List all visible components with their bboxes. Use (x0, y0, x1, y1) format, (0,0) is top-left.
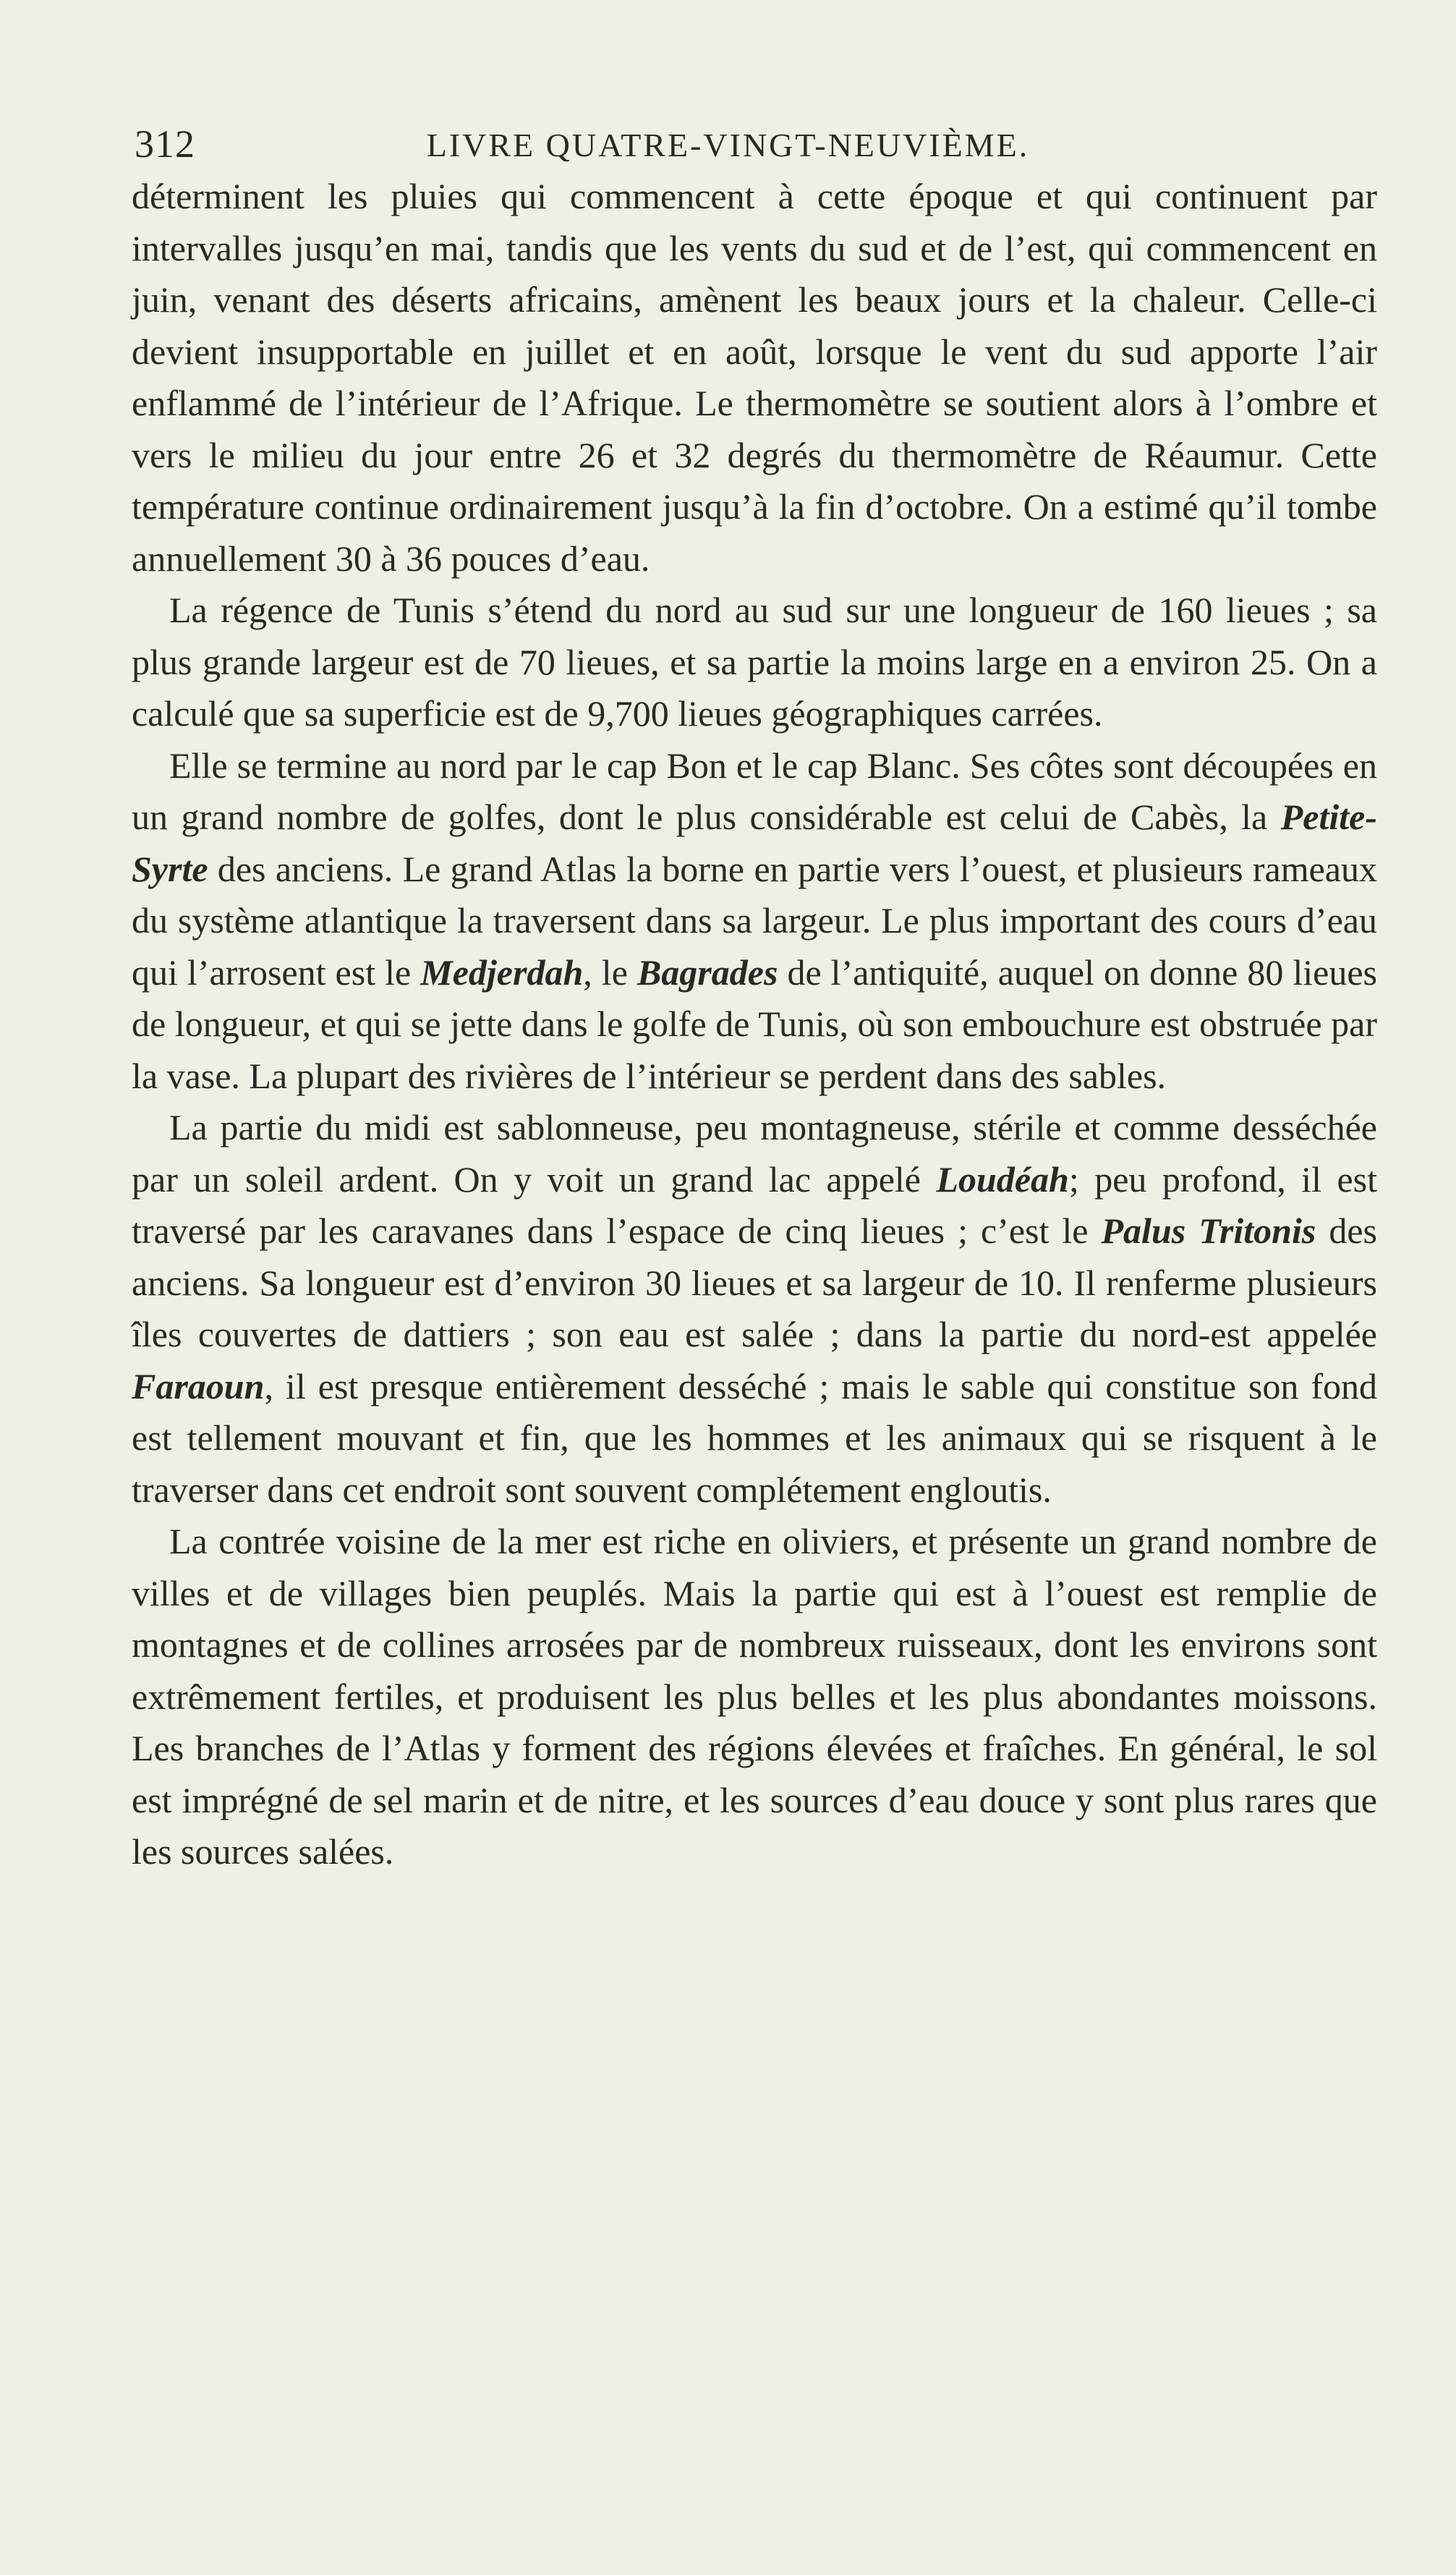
paragraph-text: , le (583, 951, 637, 993)
italic-term: Bagrades (637, 951, 778, 993)
body-text (132, 171, 1377, 1878)
italic-term: Petite-Syrte (132, 797, 1377, 889)
paragraph (132, 1516, 1377, 1878)
paragraph-text: de l’antiquité, auquel on donne 80 lieues de longueur, et qui se jette dans le golfe de Tunis, où son embouchure est obstruée par la vase. La plupart des rivières de l’intérieur se perdent dans des sables. (132, 951, 1377, 1096)
paragraph-text: La régence de Tunis s’étend du nord au sud sur une longueur de 160 lieues ; sa plus grande largeur est de 70 lieues, et sa partie la moins large en a environ 25. On a calculé que sa superficie est de 9,700 lieues géographiques carrées. (132, 590, 1377, 734)
paragraph (132, 740, 1377, 1103)
paragraph-text: ; peu profond, il est traversé par les caravanes dans l’espace de cinq lieues ; c’est le (132, 1158, 1377, 1251)
running-title: LIVRE QUATRE-VINGT-NEUVIÈME. (426, 127, 1030, 164)
paragraph (132, 1102, 1377, 1516)
paragraph-text: La contrée voisine de la mer est riche en oliviers, et présente un grand nombre de villes et de villages bien peuplés. Mais la partie qui est à l’ouest est remplie de montagnes et de collines arrosées par de nombreux ruisseaux, dont les environs sont extrêmement fertiles, et produisent les plus belles et les plus abondantes moissons. Les branches de l’Atlas y forment des régions élevées et fraîches. En général, le sol est imprégné de sel marin et de nitre, et les sources d’eau douce y sont plus rares que les sources salées. (132, 1521, 1377, 1872)
paragraph-text: , il est presque entièrement desséché ; mais le sable qui constitue son fond est tellement mouvant et fin, que les hommes et les animaux qui se risquent à le traverser dans cet endroit sont souvent complétement engloutis. (132, 1365, 1377, 1510)
paragraph (132, 171, 1377, 585)
paragraph-text: déterminent les pluies qui commencent à cette époque et qui continuent par intervalles jusqu’en mai, tandis que les vents du sud et de l’est, qui commencent en juin, venant des déserts africains, amènent les beaux jours et la chaleur. Celle-ci devient insupportable en juillet et en août, lorsque le vent du sud apporte l’air enflammé de l’intérieur de l’Afrique. Le thermomètre se soutient alors à l’ombre et vers le milieu du jour entre 26 et 32 degrés du thermomètre de Réaumur. Cette température continue ordinairement jusqu’à la fin d’octobre. On a estimé qu’il tombe annuellement 30 à 36 pouces d’eau. (132, 176, 1377, 579)
italic-term: Faraoun (132, 1365, 265, 1407)
italic-term: Medjerdah (420, 951, 584, 993)
paragraph-text: des anciens. Sa longueur est d’environ 30 lieues et sa largeur de 10. Il renferme plusieurs îles couvertes de dattiers ; son eau est salée ; dans la partie du nord-est appelée (132, 1210, 1377, 1354)
paragraph-text: des anciens. Le grand Atlas la borne en partie vers l’ouest, et plusieurs rameaux du système atlantique la traversent dans sa largeur. Le plus important des cours d’eau qui l’arrosent est le (132, 848, 1377, 993)
paragraph-text: Elle se termine au nord par le cap Bon et le cap Blanc. Ses côtes sont découpées en un grand nombre de golfes, dont le plus considérable est celui de Cabès, la (132, 744, 1377, 837)
italic-term: Loudéah (936, 1158, 1069, 1200)
paragraph (132, 585, 1377, 740)
italic-term: Palus Tritonis (1101, 1210, 1316, 1251)
paragraph-text: La partie du midi est sablonneuse, peu montagneuse, stérile et comme desséchée par un soleil ardent. On y voit un grand lac appelé (132, 1107, 1377, 1200)
page-number: 312 (135, 122, 195, 166)
